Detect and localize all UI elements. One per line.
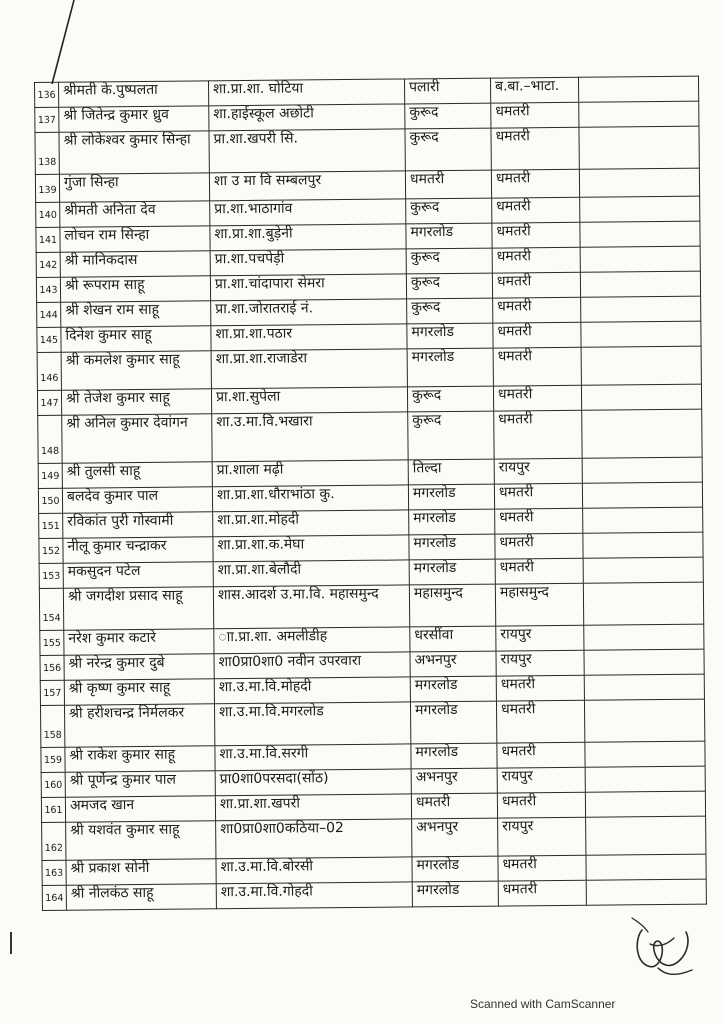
- school-name: प्रा.शा.सुपेला: [211, 387, 407, 414]
- blank-cell: [583, 507, 703, 533]
- school-name: शा.प्रा.शा.क.मेघा: [213, 535, 409, 562]
- teacher-name: नरेश कुमार कटारे: [64, 629, 214, 655]
- school-name: प्रा.शा.भाठागांव: [210, 199, 406, 226]
- serial-number: 161: [41, 797, 65, 822]
- teacher-name: श्री तुलसी साहू: [62, 462, 212, 488]
- serial-number: 147: [37, 390, 61, 415]
- table-row: [42, 816, 706, 860]
- teacher-name: नीलू कुमार चन्द्राकर: [63, 537, 213, 563]
- serial-number: 144: [37, 302, 61, 327]
- blank-cell: [582, 482, 702, 508]
- school-name: शा.उ.मा.वि.गोहदी: [216, 882, 412, 909]
- serial-number: 150: [38, 488, 62, 513]
- table-row: [35, 126, 699, 174]
- serial-number: 158: [40, 705, 64, 747]
- block-name: मगरलोड: [409, 559, 495, 585]
- school-name: शास.आदर्श उ.मा.वि. महासमुन्द: [213, 585, 409, 629]
- blank-cell: [580, 271, 700, 297]
- table-body: [35, 76, 707, 910]
- school-name: प्रा.शा.जोरातराई नं.: [211, 299, 407, 326]
- block-name: मगरलोड: [410, 676, 496, 702]
- block-name: मगरलोड: [407, 323, 493, 349]
- serial-number: 146: [37, 352, 61, 390]
- handwritten-signature-icon: [628, 910, 698, 982]
- school-name: शा.उ.मा.वि.बोरसी: [216, 857, 412, 884]
- serial-number: 137: [35, 107, 59, 132]
- block-name: तिल्दा: [408, 459, 494, 485]
- school-name: शा.प्रा.शा.राजाडेरा: [211, 349, 407, 389]
- serial-number: 163: [42, 860, 66, 885]
- teacher-name: श्री मानिकदास: [60, 251, 210, 277]
- page-edge-line: [0, 0, 100, 90]
- district-name: धमतरी: [494, 483, 582, 509]
- district-name: धमतरी: [493, 385, 581, 411]
- school-name: शा.प्रा.शा.धौराभांठा कु.: [212, 485, 408, 512]
- blank-cell: [579, 168, 699, 197]
- school-name: प्रा.शा.पचपेड़ी: [210, 249, 406, 276]
- table-row: [40, 699, 704, 747]
- district-name: धमतरी: [496, 700, 584, 743]
- serial-number: 154: [39, 588, 63, 630]
- school-name: शा.प्रा.शा.खपरी: [215, 794, 411, 821]
- district-name: धमतरी: [498, 855, 586, 881]
- district-name: धमतरी: [492, 272, 580, 298]
- blank-cell: [581, 384, 701, 410]
- district-name: धमतरी: [495, 558, 583, 584]
- block-name: मगरलोड: [411, 743, 497, 769]
- blank-cell: [586, 854, 706, 880]
- serial-number: 140: [36, 202, 60, 227]
- teacher-name: श्री हरीशचन्द्र निर्मलकर: [64, 704, 214, 747]
- block-name: मगरलोड: [407, 348, 493, 387]
- block-name: मगरलोड: [410, 701, 496, 744]
- block-name: धमतरी: [411, 793, 497, 819]
- teacher-name: श्री कमलेश कुमार साहू: [61, 351, 211, 390]
- district-name: रायपुर: [496, 625, 584, 651]
- blank-cell: [580, 221, 700, 247]
- blank-cell: [585, 791, 705, 817]
- school-name: शा उ मा वि सम्बलपुर: [209, 171, 405, 201]
- serial-number: 151: [39, 513, 63, 538]
- margin-mark: [10, 932, 15, 954]
- school-name: शा.उ.मा.वि.मोहदी: [214, 677, 410, 704]
- school-name: शा.प्रा.शा.पठार: [211, 324, 407, 351]
- district-name: धमतरी: [493, 322, 581, 348]
- serial-number: 164: [42, 885, 66, 910]
- block-name: मगरलोड: [409, 534, 495, 560]
- serial-number: 143: [36, 277, 60, 302]
- blank-cell: [584, 674, 704, 700]
- teacher-name: श्री कृष्ण कुमार साहू: [64, 679, 214, 705]
- school-name: शा.प्रा.शा.बुड़ेनी: [210, 224, 406, 251]
- school-name: शा.उ.मा.वि.भखारा: [212, 412, 408, 462]
- school-name: शा.प्रा.शा.मोहदी: [213, 510, 409, 537]
- school-name: प्रा.शा.खपरी सि.: [209, 129, 405, 173]
- block-name: अभनपुर: [410, 651, 496, 677]
- district-name: रायपुर: [494, 458, 582, 484]
- district-name: धमतरी: [493, 297, 581, 323]
- district-name: ब.बा.–भाटा.: [490, 77, 578, 103]
- scanner-watermark: Scanned with CamScanner: [470, 997, 616, 1011]
- block-name: महासमुन्द: [409, 584, 495, 627]
- blank-cell: [584, 649, 704, 675]
- district-name: धमतरी: [497, 742, 585, 768]
- teacher-name: श्री तेजेश कुमार साहू: [61, 389, 211, 415]
- blank-cell: [579, 101, 699, 127]
- serial-number: 153: [39, 563, 63, 588]
- blank-cell: [578, 76, 698, 102]
- blank-cell: [583, 532, 703, 558]
- district-name: रायपुर: [497, 767, 585, 793]
- blank-cell: [584, 699, 704, 742]
- teacher-name: श्री अनिल कुमार देवांगन: [62, 414, 212, 463]
- teacher-name: श्री नीलकंठ साहू: [66, 884, 216, 910]
- serial-number: 159: [41, 747, 65, 772]
- block-name: धरसींवा: [410, 626, 496, 652]
- teacher-list-table: [34, 76, 707, 911]
- block-name: मगरलोड: [412, 881, 498, 907]
- teacher-name: दिनेश कुमार साहू: [61, 326, 211, 352]
- serial-number: 138: [35, 132, 59, 174]
- teacher-name: श्री शेखन राम साहू: [61, 301, 211, 327]
- block-name: कुरूद: [406, 248, 492, 274]
- teacher-name: श्रीमती अनिता देव: [60, 201, 210, 227]
- teacher-name: रविकांत पुरी गोस्वामी: [63, 512, 213, 538]
- serial-number: 157: [40, 680, 64, 705]
- district-name: धमतरी: [498, 880, 586, 906]
- school-name: शा.प्रा.शा. घोटिया: [208, 79, 404, 106]
- serial-number: 149: [38, 463, 62, 488]
- teacher-name: गुंजा सिन्हा: [59, 173, 209, 202]
- district-name: धमतरी: [495, 533, 583, 559]
- blank-cell: [583, 557, 703, 583]
- serial-number: 152: [39, 538, 63, 563]
- blank-cell: [582, 409, 702, 458]
- teacher-name: अमजद खान: [65, 796, 215, 822]
- block-name: कुरूद: [408, 411, 494, 460]
- blank-cell: [584, 624, 704, 650]
- teacher-name: श्री पूर्णेन्द्र कुमार पाल: [65, 771, 215, 797]
- district-name: धमतरी: [491, 169, 579, 198]
- teacher-name: लोचन राम सिन्हा: [60, 226, 210, 252]
- blank-cell: [586, 879, 706, 905]
- block-name: पलारी: [404, 78, 490, 104]
- serial-number: 142: [36, 252, 60, 277]
- school-name: प्रा.शा.चांदापारा सेमरा: [210, 274, 406, 301]
- district-name: धमतरी: [492, 222, 580, 248]
- block-name: मगरलोड: [409, 509, 495, 535]
- school-name: शा0प्रा0शा0कठिया–02: [216, 819, 412, 859]
- teacher-name: श्रीमती के.पुष्पलता: [59, 81, 209, 107]
- serial-number: 155: [40, 630, 64, 655]
- serial-number: 160: [41, 772, 65, 797]
- district-name: रायपुर: [498, 817, 586, 856]
- school-name: शा.उ.मा.वि.मगरलोड: [214, 702, 410, 746]
- block-name: अभनपुर: [411, 768, 497, 794]
- serial-number: 148: [38, 415, 62, 463]
- table-row: [42, 879, 706, 910]
- school-name: ाा.प्रा.शा. अमलीडीह: [214, 627, 410, 654]
- blank-cell: [580, 246, 700, 272]
- district-name: रायपुर: [496, 650, 584, 676]
- block-name: मगरलोड: [406, 223, 492, 249]
- blank-cell: [583, 582, 703, 625]
- blank-cell: [582, 457, 702, 483]
- blank-cell: [585, 741, 705, 767]
- teacher-name: श्री प्रकाश सोनी: [66, 859, 216, 885]
- teacher-name: श्री यशवंत कुमार साहू: [66, 821, 216, 860]
- table-row: [38, 409, 702, 463]
- serial-number: 156: [40, 655, 64, 680]
- district-name: धमतरी: [492, 197, 580, 223]
- district-name: धमतरी: [496, 675, 584, 701]
- school-name: शा0प्रा0शा0 नवीन उपरवारा: [214, 652, 410, 679]
- serial-number: 136: [35, 82, 59, 107]
- table-row: [39, 582, 703, 630]
- teacher-name: श्री जितेन्द्र कुमार ध्रुव: [59, 106, 209, 132]
- teacher-name: बलदेव कुमार पाल: [62, 487, 212, 513]
- serial-number: 141: [36, 227, 60, 252]
- district-name: धमतरी: [493, 347, 581, 386]
- school-name: प्रा.शाला मढ़ी: [212, 460, 408, 487]
- district-name: धमतरी: [492, 247, 580, 273]
- district-name: धमतरी: [494, 410, 582, 459]
- table-row: [37, 346, 701, 390]
- district-name: महासमुन्द: [495, 583, 583, 626]
- blank-cell: [586, 816, 706, 855]
- serial-number: 139: [35, 174, 59, 202]
- district-name: धमतरी: [497, 792, 585, 818]
- block-name: मगरलोड: [408, 484, 494, 510]
- blank-cell: [581, 346, 701, 385]
- blank-cell: [579, 126, 699, 169]
- block-name: कुरूद: [406, 273, 492, 299]
- block-name: कुरूद: [405, 103, 491, 129]
- district-name: धमतरी: [495, 508, 583, 534]
- school-name: प्रा0शा0परसदा(सोंठ): [215, 769, 411, 796]
- teacher-name: श्री रूपराम साहू: [60, 276, 210, 302]
- block-name: कुरूद: [407, 386, 493, 412]
- school-name: शा.हाईस्कूल अछोटी: [209, 104, 405, 131]
- block-name: धमतरी: [405, 170, 491, 199]
- serial-number: 162: [42, 822, 66, 860]
- block-name: मगरलोड: [412, 856, 498, 882]
- blank-cell: [581, 321, 701, 347]
- school-name: शा.प्रा.शा.बेलौदी: [213, 560, 409, 587]
- block-name: कुरूद: [407, 298, 493, 324]
- block-name: कुरूद: [405, 128, 491, 171]
- block-name: अभनपुर: [412, 818, 498, 857]
- teacher-name: श्री लोकेश्वर कुमार सिन्हा: [59, 131, 209, 174]
- teacher-name: श्री राकेश कुमार साहू: [65, 746, 215, 772]
- blank-cell: [580, 196, 700, 222]
- blank-cell: [581, 296, 701, 322]
- block-name: कुरूद: [406, 198, 492, 224]
- school-name: शा.उ.मा.वि.सरगी: [215, 744, 411, 771]
- teacher-name: मकसुदन पटेल: [63, 562, 213, 588]
- blank-cell: [585, 766, 705, 792]
- serial-number: 145: [37, 327, 61, 352]
- district-name: धमतरी: [491, 102, 579, 128]
- district-name: धमतरी: [491, 127, 579, 170]
- teacher-name: श्री नरेन्द्र कुमार दुबे: [64, 654, 214, 680]
- teacher-name: श्री जगदीश प्रसाद साहू: [63, 587, 213, 630]
